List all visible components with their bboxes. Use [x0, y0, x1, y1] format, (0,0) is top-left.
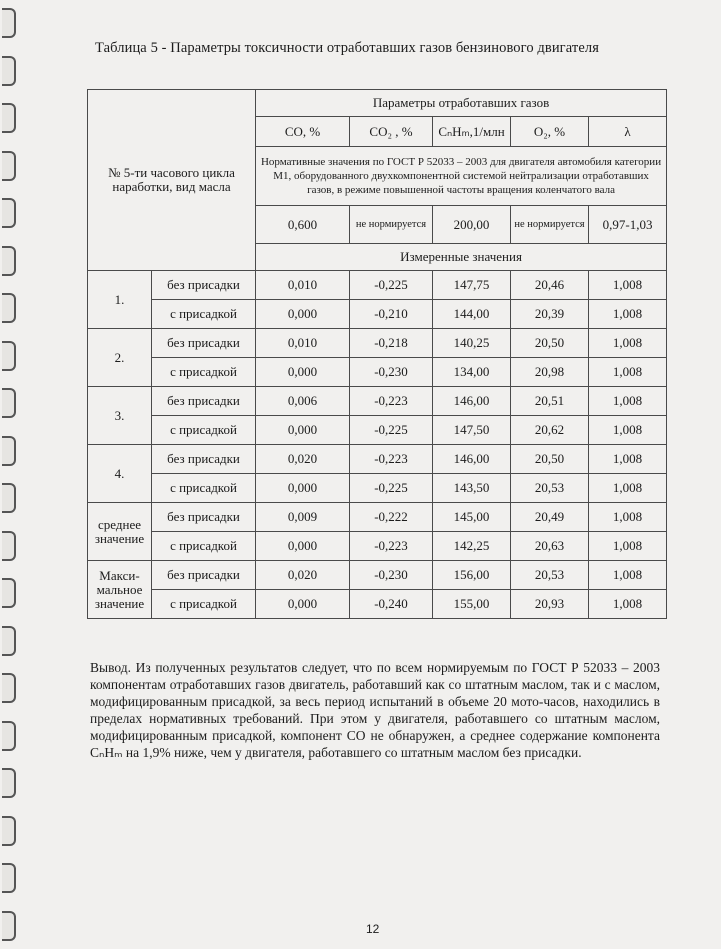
value-cell: 147,75: [433, 271, 511, 300]
value-cell: 0,000: [256, 474, 350, 503]
value-cell: 147,50: [433, 416, 511, 445]
table-row: [88, 416, 667, 445]
value-cell: 1,008: [589, 561, 667, 590]
col-header-co: CO, %: [256, 117, 350, 147]
value-cell: 1,008: [589, 271, 667, 300]
value-cell: -0,223: [350, 445, 433, 474]
value-cell: -0,230: [350, 358, 433, 387]
value-cell: 20,53: [511, 561, 589, 590]
value-cell: 20,98: [511, 358, 589, 387]
value-cell: 20,49: [511, 503, 589, 532]
norm-value-cnhm: 200,00: [433, 206, 511, 244]
oil-type: с присадкой: [152, 300, 256, 329]
value-cell: 142,25: [433, 532, 511, 561]
value-cell: 0,000: [256, 590, 350, 619]
value-cell: 20,50: [511, 445, 589, 474]
oil-type: без присадки: [152, 271, 256, 300]
value-cell: 20,51: [511, 387, 589, 416]
value-cell: 20,53: [511, 474, 589, 503]
value-cell: 144,00: [433, 300, 511, 329]
binding-ring: [2, 816, 16, 846]
oil-type: с присадкой: [152, 358, 256, 387]
table-row: [88, 503, 667, 532]
value-cell: 20,93: [511, 590, 589, 619]
oil-type: без присадки: [152, 387, 256, 416]
value-cell: -0,223: [350, 532, 433, 561]
value-cell: 20,39: [511, 300, 589, 329]
value-cell: 20,46: [511, 271, 589, 300]
value-cell: 0,000: [256, 300, 350, 329]
binding-ring: [2, 293, 16, 323]
average-label: среднее значение: [88, 503, 152, 561]
value-cell: 1,008: [589, 532, 667, 561]
oil-type: с присадкой: [152, 590, 256, 619]
norm-value-o2: не нормируется: [511, 206, 589, 244]
oil-type: без присадки: [152, 503, 256, 532]
cycle-label: 2.: [88, 329, 152, 387]
value-cell: 156,00: [433, 561, 511, 590]
cycle-label: 3.: [88, 387, 152, 445]
conclusion-paragraph: Вывод. Из полученных результатов следует, что по всем нормируемым по ГОСТ Р 52033 – 2003 компонентам отработавших газов двигатель, работавший как со штатным маслом, так и с маслом, модифицированным присадкой, за весь период испытаний в объеме 20 мото-часов, находились в пределах нормативных требований. При этом у двигателя, работавшего со штатным маслом, модифицированным присадкой, компонент CO не обнаружен, а среднее содержание компонента CₙHₘ на 1,9% ниже, чем у двигателя, работавшего со штатным маслом без присадки.: [90, 659, 660, 760]
oil-type: с присадкой: [152, 474, 256, 503]
value-cell: 0,000: [256, 358, 350, 387]
table-row: [88, 474, 667, 503]
binding-ring: [2, 341, 16, 371]
value-cell: 146,00: [433, 445, 511, 474]
norm-value-co2: не нормируется: [350, 206, 433, 244]
value-cell: 1,008: [589, 300, 667, 329]
value-cell: 0,000: [256, 532, 350, 561]
norm-value-lambda: 0,97-1,03: [589, 206, 667, 244]
binding-ring: [2, 198, 16, 228]
spiral-binding: [0, 0, 24, 949]
binding-ring: [2, 388, 16, 418]
table-caption: Таблица 5 - Параметры токсичности отработавших газов бензинового двигателя: [95, 40, 599, 56]
value-cell: -0,225: [350, 416, 433, 445]
binding-ring: [2, 673, 16, 703]
table-row: [88, 561, 667, 590]
oil-type: с присадкой: [152, 416, 256, 445]
value-cell: -0,225: [350, 474, 433, 503]
table-row: [88, 445, 667, 474]
oil-type: без присадки: [152, 329, 256, 358]
value-cell: 0,010: [256, 271, 350, 300]
value-cell: 0,010: [256, 329, 350, 358]
value-cell: 145,00: [433, 503, 511, 532]
table-row: [88, 590, 667, 619]
table-row: [88, 358, 667, 387]
value-cell: 1,008: [589, 387, 667, 416]
value-cell: 0,020: [256, 561, 350, 590]
value-cell: 146,00: [433, 387, 511, 416]
value-cell: 0,006: [256, 387, 350, 416]
table-row: [88, 329, 667, 358]
value-cell: 1,008: [589, 329, 667, 358]
value-cell: 0,009: [256, 503, 350, 532]
col-header-lambda: λ: [589, 117, 667, 147]
table-row: [88, 300, 667, 329]
value-cell: 1,008: [589, 416, 667, 445]
value-cell: -0,218: [350, 329, 433, 358]
value-cell: 1,008: [589, 474, 667, 503]
value-cell: -0,223: [350, 387, 433, 416]
binding-ring: [2, 8, 16, 38]
binding-ring: [2, 246, 16, 276]
value-cell: 0,000: [256, 416, 350, 445]
col-header-o2: O₂, %: [511, 117, 589, 147]
value-cell: 155,00: [433, 590, 511, 619]
toxicity-table: [87, 89, 667, 619]
binding-ring: [2, 911, 16, 941]
value-cell: -0,225: [350, 271, 433, 300]
value-cell: 134,00: [433, 358, 511, 387]
binding-ring: [2, 626, 16, 656]
binding-ring: [2, 483, 16, 513]
norm-note: Нормативные значения по ГОСТ Р 52033 – 2003 для двигателя автомобиля категории М1, оборудованного двухкомпонентной системой нейтрализации отработавших газов, в режиме повышенной частоты вращения коленчатого вала: [256, 147, 667, 206]
value-cell: 0,020: [256, 445, 350, 474]
value-cell: 20,50: [511, 329, 589, 358]
value-cell: 143,50: [433, 474, 511, 503]
row-header: № 5-ти часового цикла наработки, вид масла: [88, 90, 256, 271]
value-cell: 20,63: [511, 532, 589, 561]
binding-ring: [2, 103, 16, 133]
page-number: 12: [366, 922, 380, 936]
cycle-label: 4.: [88, 445, 152, 503]
table-row: [88, 387, 667, 416]
value-cell: 1,008: [589, 445, 667, 474]
oil-type: без присадки: [152, 445, 256, 474]
maximum-label: Макси-мальное значение: [88, 561, 152, 619]
value-cell: -0,210: [350, 300, 433, 329]
binding-ring: [2, 56, 16, 86]
col-header-cnhm: CₙHₘ,1/млн: [433, 117, 511, 147]
value-cell: 1,008: [589, 503, 667, 532]
binding-ring: [2, 863, 16, 893]
binding-ring: [2, 436, 16, 466]
value-cell: 1,008: [589, 590, 667, 619]
table-row: [88, 271, 667, 300]
value-cell: 1,008: [589, 358, 667, 387]
cycle-label: 1.: [88, 271, 152, 329]
binding-ring: [2, 578, 16, 608]
norm-value-co: 0,600: [256, 206, 350, 244]
binding-ring: [2, 721, 16, 751]
value-cell: -0,222: [350, 503, 433, 532]
table-row: [88, 532, 667, 561]
measured-header: Измеренные значения: [256, 244, 667, 271]
value-cell: -0,240: [350, 590, 433, 619]
binding-ring: [2, 151, 16, 181]
binding-ring: [2, 768, 16, 798]
value-cell: 20,62: [511, 416, 589, 445]
oil-type: с присадкой: [152, 532, 256, 561]
value-cell: 140,25: [433, 329, 511, 358]
value-cell: -0,230: [350, 561, 433, 590]
oil-type: без присадки: [152, 561, 256, 590]
binding-ring: [2, 531, 16, 561]
col-header-co2: CO₂ , %: [350, 117, 433, 147]
group-header: Параметры отработавших газов: [256, 90, 667, 117]
